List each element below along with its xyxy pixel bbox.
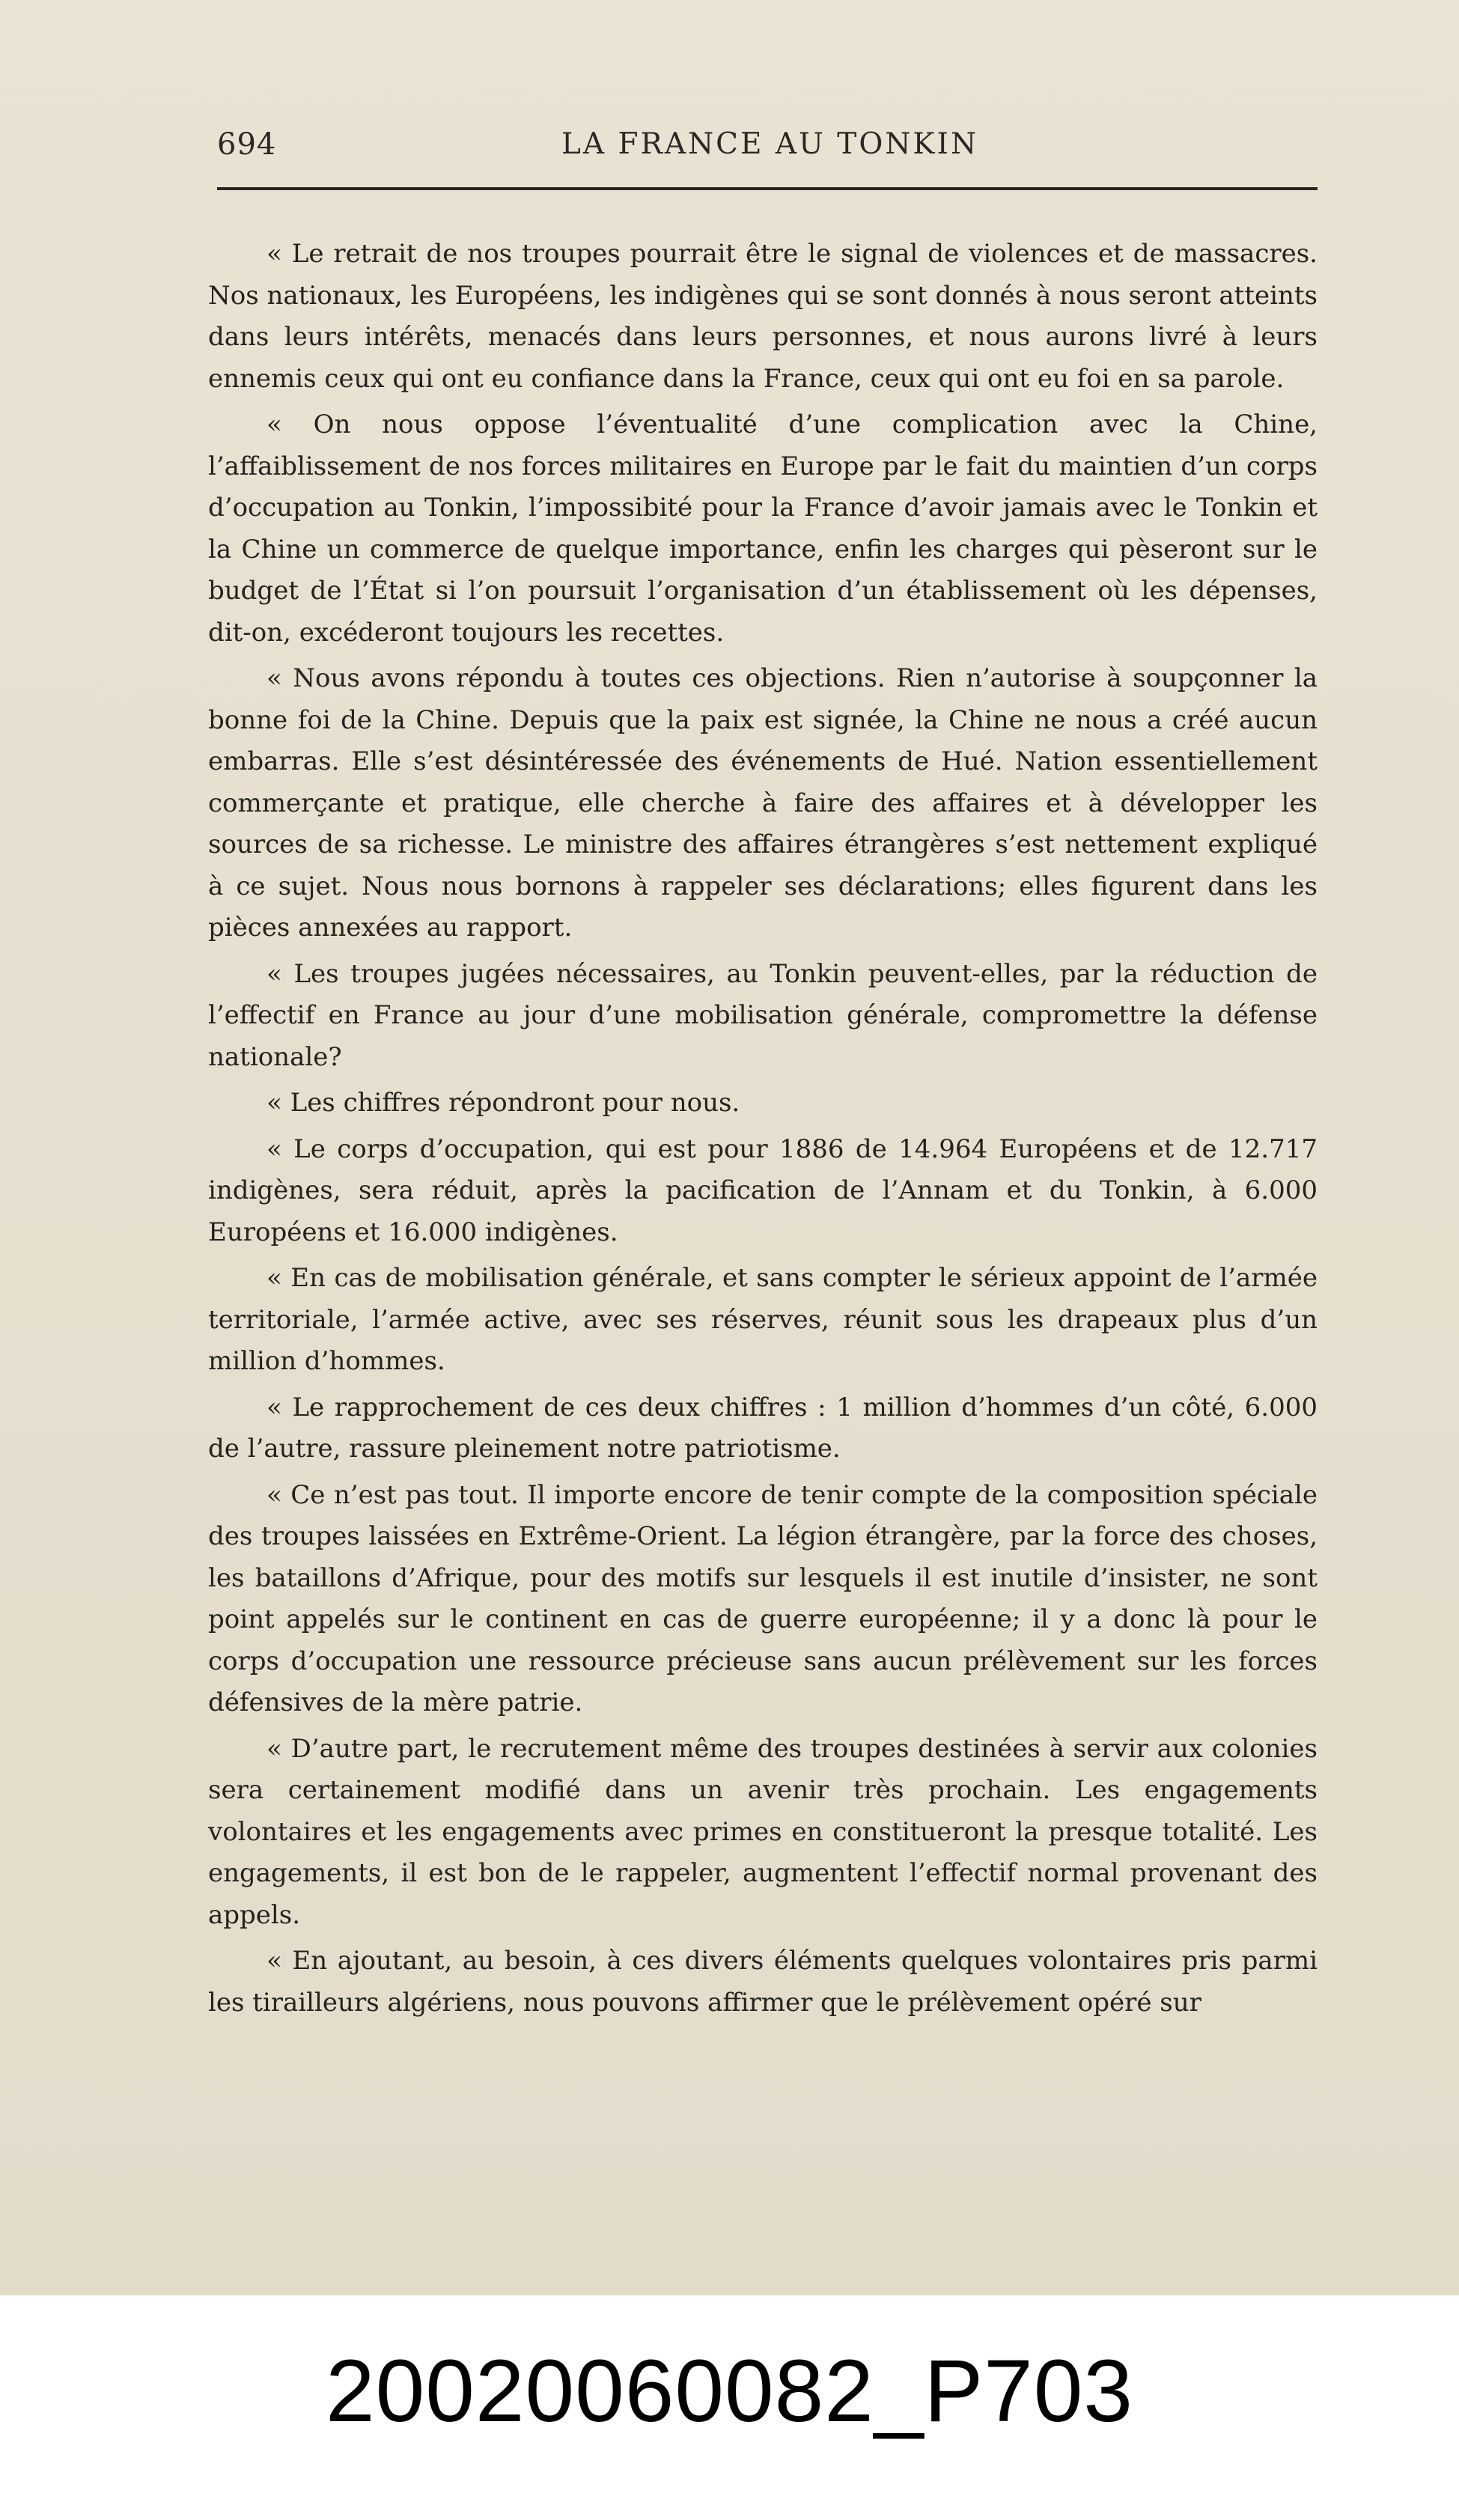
paragraph: « Le corps d’occupation, qui est pour 1886 de 14.964 Européens et de 12.717 indigènes, sera réduit, après la pacification de l’Annam et du Tonkin, à 6.000 Européens et 16.000 indigènes. xyxy=(208,1133,1318,1247)
archive-id-label: 20020060082_P703 xyxy=(325,2342,1134,2441)
archive-stamp xyxy=(0,2295,1459,2520)
paragraph: « Le retrait de nos troupes pourrait être le signal de violences et de massacres. Nos nationaux, les Européens, les indigènes qui se sont donnés à nous seront atteints dans leurs intérêts, menacés dans leurs personnes, et nous aurons livré à leurs ennemis ceux qui ont eu confiance dans la France, ceux qui ont eu foi en sa parole. xyxy=(208,239,1318,394)
paragraph: « Nous avons répondu à toutes ces objections. Rien n’autorise à soupçonner la bonne foi de la Chine. Depuis que la paix est signée, la Chine ne nous a créé aucun embarras. Elle s’est désintéressée des événements de Hué. Nation essentiellement commerçante et pratique, elle cherche à faire des affaires et à développer les sources de sa richesse. Le ministre des affaires étrangères s’est nettement expliqué à ce sujet. Nous nous bornons à rappeler ses déclarations; elles figurent dans les pièces annexées au rapport. xyxy=(208,663,1318,943)
paragraph: « D’autre part, le recrutement même des troupes destinées à servir aux colonies sera certainement modifié dans un avenir très prochain. Les engagements volontaires et les engagements avec primes en constitueront la presque totalité. Les engagements, il est bon de le rappeler, augmentent l’effectif normal provenant des appels. xyxy=(208,1733,1318,1930)
body-text xyxy=(208,234,1318,2028)
paragraph: « En ajoutant, au besoin, à ces divers éléments quelques volontaires pris parmi les tirailleurs algériens, nous pouvons affirmer que le prélèvement opéré sur xyxy=(208,1946,1318,2018)
running-title: LA FRANCE AU TONKIN xyxy=(561,127,979,161)
paragraph: « Ce n’est pas tout. Il importe encore de tenir compte de la composition spéciale des troupes laissées en Extrême-Orient. La légion étrangère, par la force des choses, les bataillons d’Afrique, pour des motifs sur lesquels il est inutile d’insister, ne sont point appelés sur le continent en cas de guerre européenne; il y a donc là pour le corps d’occupation une ressource précieuse sans aucun prélèvement sur les forces défensives de la mère patrie. xyxy=(208,1479,1318,1717)
paragraph: « On nous oppose l’éventualité d’une complication avec la Chine, l’affaiblissement de nos forces militaires en Europe par le fait du maintien d’un corps d’occupation au Tonkin, l’impossibité pour la France d’avoir jamais avec le Tonkin et la Chine un commerce de quelque importance, enfin les charges qui pèseront sur le budget de l’État si l’on poursuit l’organisation d’un établissement où les dépenses, dit-on, excéderont toujours les recettes. xyxy=(208,410,1318,648)
paragraph: « En cas de mobilisation générale, et sans compter le sérieux appoint de l’armée territoriale, l’armée active, avec ses réserves, réunit sous les drapeaux plus d’un million d’hommes. xyxy=(208,1263,1318,1376)
page-header xyxy=(217,127,1318,172)
paragraph: « Les chiffres répondront pour nous. xyxy=(266,1088,740,1118)
page-number: 694 xyxy=(217,127,277,162)
header-rule xyxy=(217,187,1318,190)
paragraph: « Le rapprochement de ces deux chiffres : 1 million d’hommes d’un côté, 6.000 de l’autre, rassure pleinement notre patriotisme. xyxy=(208,1392,1318,1464)
paragraph: « Les troupes jugées nécessaires, au Tonkin peuvent-elles, par la réduction de l’effectif en France au jour d’une mobilisation générale, compromettre la défense nationale? xyxy=(208,958,1318,1072)
